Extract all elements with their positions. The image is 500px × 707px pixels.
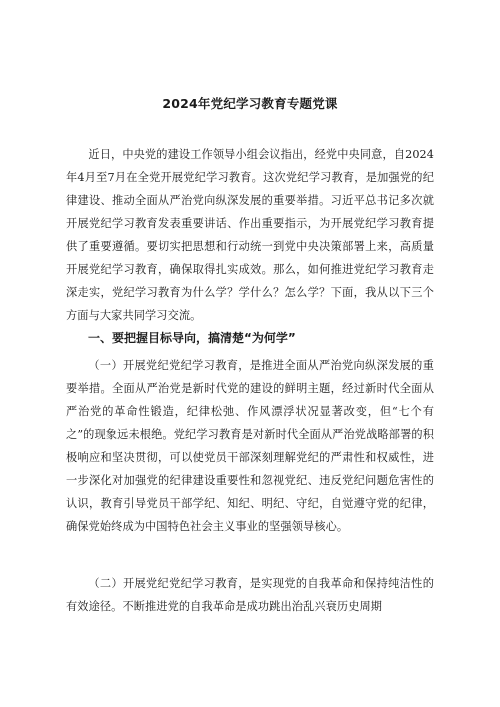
document-title: 2024年党纪学习教育专题党课 xyxy=(162,96,338,111)
section-heading: 一、要把握目标导向，搞清楚“为何学” xyxy=(88,331,296,345)
section-paragraph-2: （二）开展党纪党纪学习教育，是实现党的自我革命和保持纯洁性的有效途径。不断推进党的自我革命是成功跳出治乱兴衰历史周期 xyxy=(66,577,434,613)
intro-paragraph: 近日，中央党的建设工作领导小组会议指出，经党中央同意，自2024年4月至7月在全党开展党纪学习教育。这次党纪学习教育，是加强党的纪律建设、推动全面从严治党向纵深发展的重要举措。习近平总书记多次就开展党纪学习教育发表重要讲话、作出重要指示，为开展党纪学习教育提供了重要遵循。要切实把思想和行动统一到党中央决策部署上来，高质量开展党纪学习教育，确保取得扎实成效。那么，如何推进党纪学习教育走深走实，党纪学习教育为什么学？学什么？怎么学？下面，我从以下三个方面与大家共同学习交流。 xyxy=(66,148,434,322)
section-paragraph-1: （一）开展党纪党纪学习教育，是推进全面从严治党向纵深发展的重要举措。全面从严治党是新时代党的建设的鲜明主题，经过新时代全面从严治党的革命性锻造，纪律松弛、作风漂浮状况显著改变，但“七个有之”的现象远未根绝。党纪学习教育是对新时代全面从严治党战略部署的积极响应和坚决贯彻，可以使党员干部深刻理解党纪的严肃性和权威性，进一步深化对加强党的纪律建设重要性和忽视党纪、违反党纪问题危害性的认识，教育引导党员干部学纪、知纪、明纪、守纪，自觉遵守党的纪律，确保党始终成为中国特色社会主义事业的坚强领导核心。 xyxy=(66,359,434,533)
